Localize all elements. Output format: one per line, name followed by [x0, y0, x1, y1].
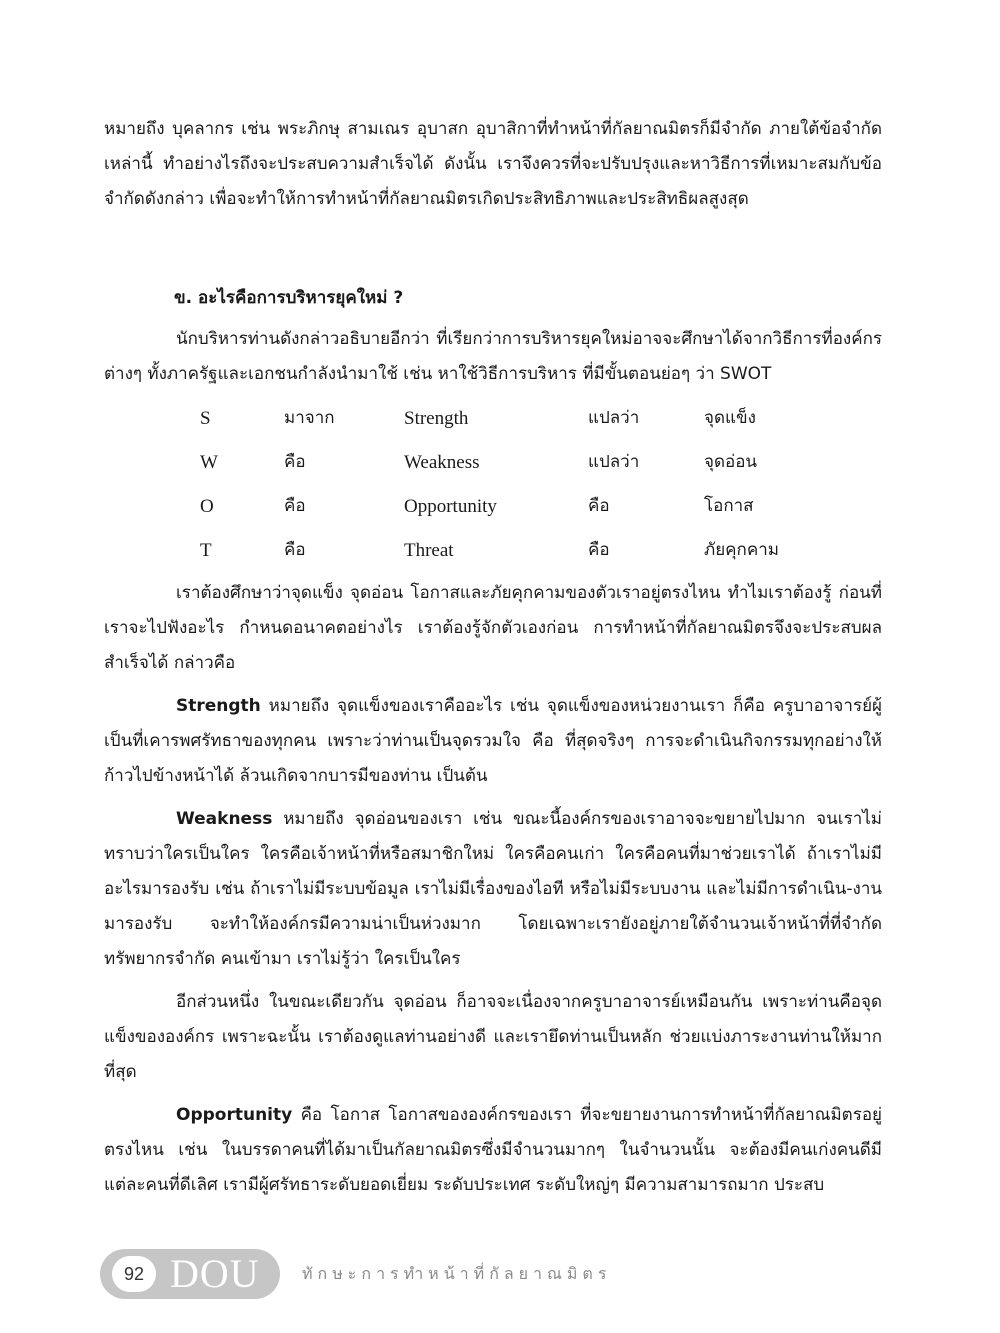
- another-paragraph: อีกส่วนหนึ่ง ในขณะเดียวกัน จุดอ่อน ก็อาจจะเนื่องจากครูบาอาจารย์เหมือนกัน เพราะท่านคือจุดแข็งขององค์กร เพราะฉะนั้น เราต้องดูแลท่านอย่างดี และเรายึดท่านเป็นหลัก ช่วยแบ่งภาระงานท่านให้มากที่สุด: [104, 992, 882, 1082]
- intro-paragraph: หมายถึง บุคลากร เช่น พระภิกษุ สามเณร อุบาสก อุบาสิกาที่ทำหน้าที่กัลยาณมิตรก็มีจำกัด ภายใต้ข้อจำกัดเหล่านี้ ทำอย่างไรถึงจะประสบความสำเร็จได้ ดังนั้น เราจึงควรที่จะปรับปรุงและหาวิธีการที่เหมาะสมกับข้อจำกัดดังกล่าว เพื่อจะทำให้การทำหน้าที่กัลยาณมิตรเกิดประสิทธิภาพและประสิทธิผลสูงสุด: [104, 119, 882, 209]
- strength-paragraph: [104, 689, 882, 794]
- opportunity-paragraph: [104, 1098, 882, 1203]
- page-badge: [100, 1249, 280, 1299]
- section-heading: ข. อะไรคือการบริหารยุคใหม่ ?: [174, 288, 404, 308]
- swot-link: คือ: [284, 539, 306, 560]
- book-title: ทักษะการทำหน้าที่กัลยาณมิตร: [302, 1263, 612, 1283]
- swot-relation: แปลว่า: [588, 407, 640, 428]
- strength-text: หมายถึง จุดแข็งของเราคืออะไร เช่น จุดแข็งของหน่วยงานเรา ก็คือ ครูบาอาจารย์ผู้เป็นที่เคารพศรัทธาของทุกคน เพราะว่าท่านเป็นจุดรวมใจ คือ ที่สุดจริงๆ การจะดำเนินกิจกรรมทุกอย่างให้ก้าวไปข้างหน้าได้ ล้วนเกิดจากบารมีของท่าน เป็นต้น: [104, 696, 882, 786]
- swot-row-o: [200, 484, 882, 528]
- swot-table: [200, 396, 882, 572]
- dou-logo: DOU: [170, 1251, 260, 1296]
- swot-thai: จุดแข็ง: [704, 407, 756, 428]
- page-number: 92: [112, 1256, 156, 1292]
- swot-letter: T: [200, 539, 212, 561]
- swot-row-t: [200, 528, 882, 572]
- weakness-text: หมายถึง จุดอ่อนของเรา เช่น ขณะนี้องค์กรของเราอาจจะขยายไปมาก จนเราไม่ทราบว่าใครเป็นใคร ใครคือเจ้าหน้าที่หรือสมาชิกใหม่ ใครคือคนเก่า ใครคือคนที่มาช่วยเราได้ ถ้าเราไม่มีอะไรมารองรับ เช่น ถ้าเราไม่มีระบบข้อมูล เราไม่มีเรื่องของไอที หรือไม่มีระบบงาน และไม่มีการดำเนิน-งานมารองรับ จะทำให้องค์กรมีความน่าเป็นห่วงมาก โดยเฉพาะเรายังอยู่ภายใต้จำนวนเจ้าหน้าที่ที่จำกัด ทรัพยากรจำกัด คนเข้ามา เราไม่รู้ว่า ใครเป็นใคร: [104, 809, 882, 969]
- swot-row-s: [200, 396, 882, 440]
- swot-english: Weakness: [404, 451, 480, 473]
- swot-letter: O: [200, 495, 214, 517]
- swot-thai: จุดอ่อน: [704, 451, 758, 472]
- swot-letter: S: [200, 407, 211, 429]
- swot-english: Opportunity: [404, 495, 497, 517]
- opportunity-term: Opportunity: [176, 1105, 293, 1125]
- swot-link: คือ: [284, 451, 306, 472]
- swot-thai: ภัยคุกคาม: [704, 539, 779, 560]
- management-paragraph: นักบริหารท่านดังกล่าวอธิบายอีกว่า ที่เรียกว่าการบริหารยุคใหม่อาจจะศึกษาได้จากวิธีการที่องค์กรต่างๆ ทั้งภาครัฐและเอกชนกำลังนำมาใช้ เช่น หาใช้วิธีการบริหาร ที่มีขั้นตอนย่อๆ ว่า SWOT: [104, 329, 882, 384]
- swot-relation: แปลว่า: [588, 451, 640, 472]
- weakness-paragraph: [104, 802, 882, 977]
- opportunity-text: คือ โอกาส โอกาสขององค์กรของเรา ที่จะขยายงานการทำหน้าที่กัลยาณมิตรอยู่ตรงไหน เช่น ในบรรดาคนที่ได้มาเป็นกัลยาณมิตรซึ่งมีจำนวนมากๆ ในจำนวนนั้น จะต้องมีคนเก่งคนดีมีแต่ละคนที่ดีเลิศ เรามีผู้ศรัทธาระดับยอดเยี่ยม ระดับประเทศ ระดับใหญ่ๆ มีความสามารถมาก ประสบ: [104, 1105, 882, 1195]
- strength-term: Strength: [176, 696, 261, 716]
- page-body: [104, 112, 882, 1203]
- swot-thai: โอกาส: [704, 495, 754, 516]
- page-footer: [100, 1248, 611, 1300]
- study-paragraph: เราต้องศึกษาว่าจุดแข็ง จุดอ่อน โอกาสและภัยคุกคามของตัวเราอยู่ตรงไหน ทำไมเราต้องรู้ ก่อนที่เราจะไปฟังอะไร กำหนดอนาคตอย่างไร เราต้องรู้จักตัวเองก่อน การทำหน้าที่กัลยาณมิตรจึงจะประสบผลสำเร็จได้ กล่าวคือ: [104, 583, 882, 673]
- swot-row-w: [200, 440, 882, 484]
- swot-letter: W: [200, 451, 218, 473]
- swot-link: คือ: [284, 495, 306, 516]
- swot-english: Threat: [404, 539, 454, 561]
- weakness-term: Weakness: [176, 809, 273, 829]
- swot-relation: คือ: [588, 495, 610, 516]
- swot-english: Strength: [404, 407, 469, 429]
- swot-relation: คือ: [588, 539, 610, 560]
- swot-link: มาจาก: [284, 407, 335, 428]
